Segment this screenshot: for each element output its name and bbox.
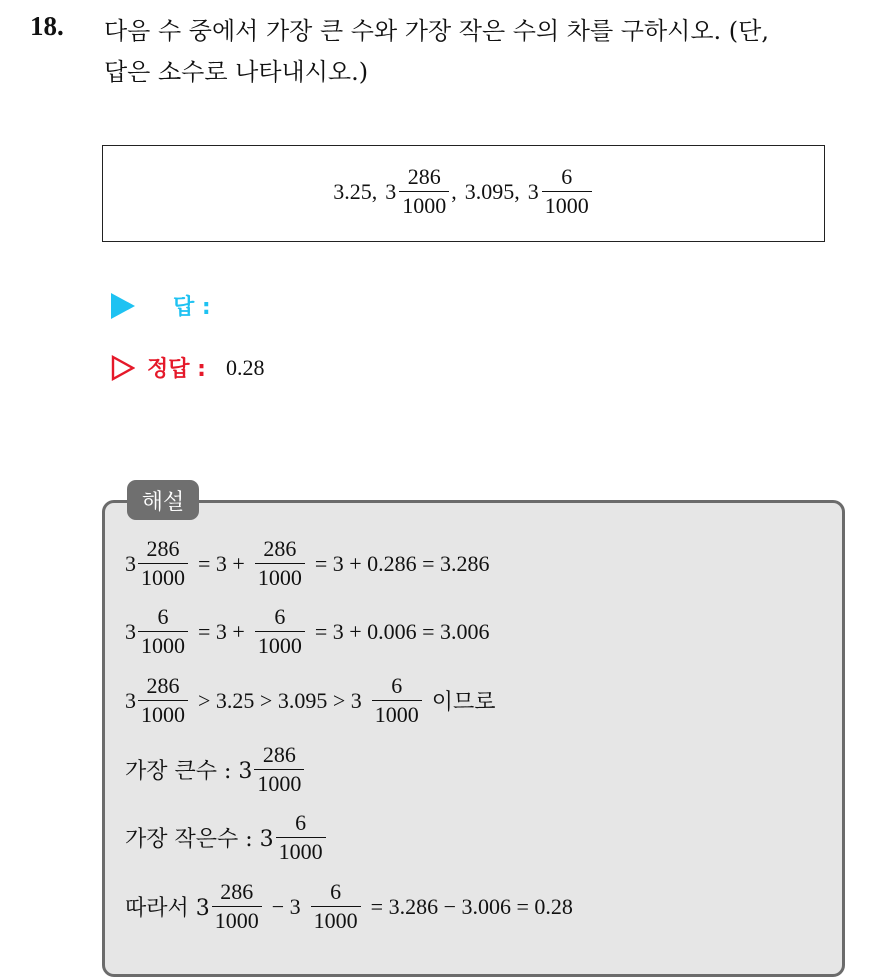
denominator: 1000 [542,191,592,217]
denominator: 1000 [399,191,449,217]
fraction [542,166,592,217]
numerator: 286 [220,879,254,904]
numerator: 286 [407,164,441,189]
numerator: 286 [146,673,180,698]
correct-answer-label: 정답 : [147,357,206,382]
fraction [372,675,422,726]
denominator: 1000 [254,769,304,795]
solution-line-5 [125,812,328,863]
solution-line-3 [125,675,504,726]
numerator: 6 [561,164,573,189]
question-number: 18. [30,11,64,41]
whole: 3 [125,550,136,576]
comparison: > 3.25 > 3.095 > 3 [198,687,362,713]
largest-label: 가장 큰수 : 3 [125,759,253,784]
equation-part: = 3 + 0.006 = 3.006 [314,618,490,644]
denominator: 1000 [255,563,305,589]
therefore-text: 따라서 3 [125,896,210,921]
correct-answer-row [111,352,264,383]
denominator: 1000 [311,906,361,932]
numerator: 6 [274,604,286,629]
number-list [103,166,824,217]
solution-tag: 해설 [127,480,199,520]
numerator: 6 [295,810,307,835]
fraction [311,881,361,932]
mixed-number-whole: 3 [385,178,397,204]
solution-line-2 [125,606,498,657]
fraction [138,675,188,726]
solution-line-6 [125,881,581,932]
numerator: 286 [146,536,180,561]
denominator: 1000 [276,837,326,863]
numerator: 286 [262,742,296,767]
whole: 3 [125,618,136,644]
mixed-number-whole: 3 [527,178,539,204]
play-triangle-icon [111,293,135,319]
denominator: 1000 [255,631,305,657]
equation-part: = 3 + [198,618,245,644]
fraction [255,606,305,657]
fraction [138,606,188,657]
number-item: 3.095, [464,178,520,204]
denominator: 1000 [138,700,188,726]
fraction [255,538,305,589]
correct-answer-value: 0.28 [225,354,265,380]
denominator: 1000 [372,700,422,726]
number-box [102,145,825,242]
denominator: 1000 [138,631,188,657]
comma: , [451,178,457,204]
fraction [276,812,326,863]
question-line-2: 답은 소수로 나타내시오.) [104,58,369,86]
denominator: 1000 [138,563,188,589]
number-item: 3.25, [333,178,378,204]
question-text [104,11,874,93]
answer-row [111,290,211,321]
equation-part: = 3.286 − 3.006 = 0.28 [370,893,573,919]
numerator: 6 [330,879,342,904]
numerator: 6 [391,673,403,698]
denominator: 1000 [212,906,262,932]
equation-part: = 3 + 0.286 = 3.286 [314,550,490,576]
solution-line-1 [125,538,498,589]
whole: 3 [125,687,136,713]
fraction [212,881,262,932]
numerator: 286 [263,536,297,561]
smallest-label: 가장 작은수 : 3 [125,827,274,852]
question-line-1: 다음 수 중에서 가장 큰 수와 가장 작은 수의 차를 구하시오. (단, [104,17,769,45]
fraction [399,166,449,217]
fraction [138,538,188,589]
suffix-text: 이므로 [431,690,496,715]
outline-triangle-icon [111,355,135,381]
answer-label: 답 : [173,295,211,320]
numerator: 6 [157,604,169,629]
solution-line-4 [125,744,306,795]
equation-part: = 3 + [198,550,245,576]
minus-part: − 3 [271,893,301,919]
fraction [254,744,304,795]
